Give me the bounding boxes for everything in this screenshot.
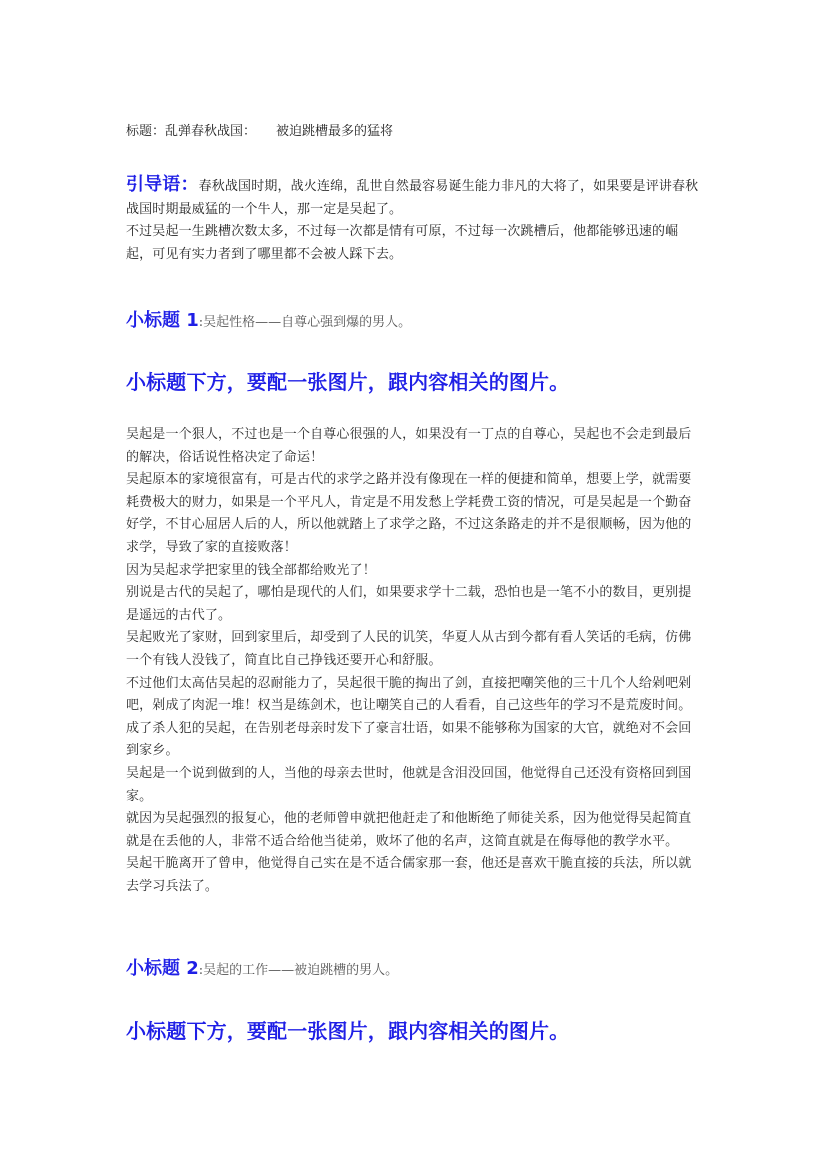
body-paragraph: 因为吴起求学把家里的钱全部都给败光了！ <box>126 562 376 578</box>
body-paragraph: 成了杀人犯的吴起，在告别老母亲时发下了豪言壮语，如果不能够称为国家的大官，就绝对不会回到家乡。 <box>126 720 692 759</box>
body-paragraph: 吴起干脆离开了曾申，他觉得自己实在是不适合儒家那一套，他还是喜欢干脆直接的兵法，所以就去学习兵法了。 <box>126 856 692 894</box>
subtitle-1 <box>126 306 702 332</box>
body-paragraph: 吴起原本的家境很富有，可是古代的求学之路并没有像现在一样的便捷和简单，想要上学，就需要耗费极大的财力，如果是一个平凡人，肯定是不用发愁上学耗费工资的情况，可是吴起是一个勤奋好学，不甘心屈居人后的人，所以他就踏上了求学之路，不过这条路走的并不是很顺畅，因为他的求学，导致了家的直接败落！ <box>126 472 692 555</box>
body-paragraph: 不过他们太高估吴起的忍耐能力了，吴起很干脆的掏出了剑，直接把嘲笑他的三十几个人给剁吧剁吧，剁成了肉泥一堆！权当是练剑术，也让嘲笑自己的人看看，自己这些年的学习不是荒废时间。 <box>126 675 692 714</box>
subtitle-2-text: :吴起的工作——被迫跳槽的男人。 <box>198 963 399 978</box>
body-paragraph: 别说是古代的吴起了，哪怕是现代的人们，如果要求学十二载，恐怕也是一笔不小的数目，更别提是遥远的古代了。 <box>126 585 692 623</box>
body-paragraph: 吴起是一个说到做到的人，当他的母亲去世时，他就是含泪没回国，他觉得自己还没有资格回到国家。 <box>126 765 692 804</box>
subtitle-1-text: :吴起性格——自尊心强到爆的男人。 <box>198 315 412 330</box>
body-paragraph: 吴起是一个狠人，不过也是一个自尊心很强的人，如果没有一丁点的自尊心，吴起也不会走到最后的解决，俗话说性格决定了命运！ <box>126 427 692 465</box>
body-text <box>126 424 702 898</box>
body-paragraph: 吴起败光了家财，回到家里后，却受到了人民的讥笑，华夏人从古到今都有看人笑话的毛病，仿佛一个有钱人没钱了，简直比自己挣钱还要开心和舒服。 <box>126 630 692 668</box>
document-title <box>126 121 702 143</box>
subtitle-2 <box>126 954 702 980</box>
intro-label: 引导语： <box>126 174 199 195</box>
image-placeholder-note-2: 小标题下方，要配一张图片，跟内容相关的图片。 <box>126 1019 570 1043</box>
subtitle-2-label: 小标题 2 <box>126 958 199 979</box>
intro-section <box>126 174 702 266</box>
subtitle-1-label: 小标题 1 <box>126 310 199 331</box>
title-label: 标题：乱弹春秋战国： <box>126 124 257 139</box>
intro-paragraph-1 <box>126 174 702 221</box>
intro-paragraph-2: 不过吴起一生跳槽次数太多，不过每一次都是情有可原，不过每一次跳槽后，他都能够迅速的崛起，可见有实力者到了哪里都不会被人踩下去。 <box>126 224 679 262</box>
title-text: 被迫跳槽最多的猛将 <box>276 124 394 139</box>
body-paragraph: 就因为吴起强烈的报复心，他的老师曾申就把他赶走了和他断绝了师徒关系，因为他觉得吴起简直就是在丢他的人，非常不适合给他当徒弟，败坏了他的名声，这简直就是在侮辱他的教学水平。 <box>126 811 692 849</box>
image-placeholder-note-1: 小标题下方，要配一张图片，跟内容相关的图片。 <box>126 370 570 394</box>
intro-text-1: 春秋战国时期，战火连绵，乱世自然最容易诞生能力非凡的大将了，如果要是评讲春秋战国时期最威猛的一个牛人，那一定是吴起了。 <box>126 179 699 217</box>
